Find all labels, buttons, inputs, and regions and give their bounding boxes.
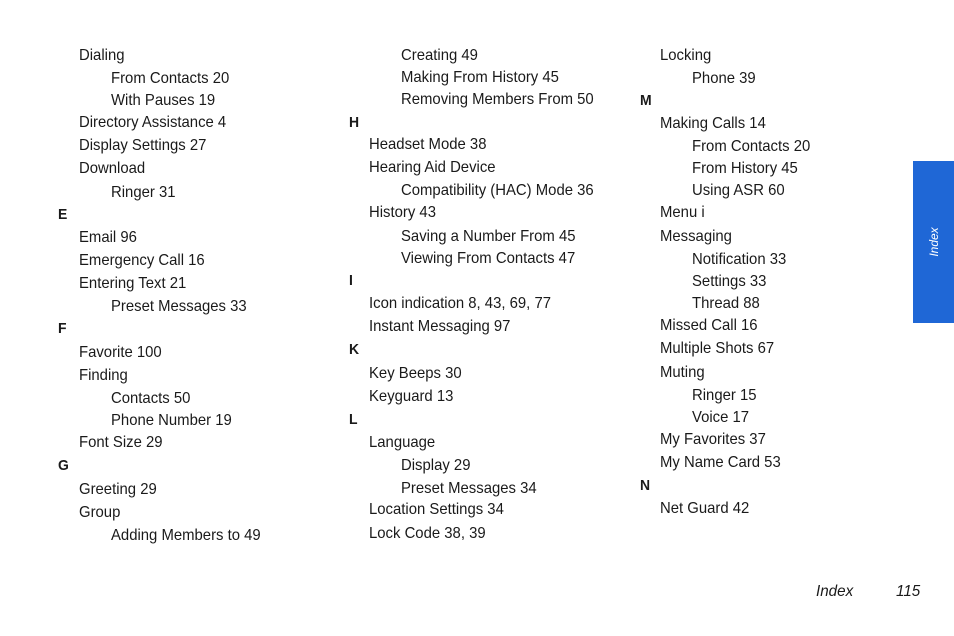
index-subentry: Contacts 50	[111, 390, 191, 407]
index-entry: Icon indication 8, 43, 69, 77	[369, 295, 552, 312]
index-letter-heading: G	[58, 457, 69, 474]
index-entry: Entering Text 21	[79, 275, 187, 292]
index-entry: Font Size 29	[79, 434, 163, 451]
index-entry: Locking	[660, 47, 712, 64]
index-subentry: Viewing From Contacts 47	[401, 250, 576, 267]
index-subentry: Saving a Number From 45	[401, 228, 576, 245]
index-subentry: Removing Members From 50	[401, 91, 594, 108]
index-entry: Missed Call 16	[660, 317, 758, 334]
index-subentry: Ringer 31	[111, 184, 176, 201]
index-entry: Display Settings 27	[79, 137, 207, 154]
index-entry: Messaging	[660, 228, 732, 245]
index-entry: Key Beeps 30	[369, 365, 462, 382]
index-letter-heading: M	[640, 92, 652, 109]
index-subentry: Using ASR 60	[692, 182, 785, 199]
index-subentry: From Contacts 20	[111, 70, 230, 87]
index-entry: Multiple Shots 67	[660, 340, 775, 357]
index-entry: Lock Code 38, 39	[369, 525, 486, 542]
index-entry: Greeting 29	[79, 481, 157, 498]
index-subentry: From Contacts 20	[692, 138, 811, 155]
index-entry: Menu i	[660, 204, 705, 221]
index-entry: Headset Mode 38	[369, 136, 487, 153]
index-subentry: Notification 33	[692, 251, 787, 268]
index-subentry: Preset Messages 33	[111, 298, 247, 315]
index-subentry: Thread 88	[692, 295, 760, 312]
index-entry: My Name Card 53	[660, 454, 781, 471]
index-entry: History 43	[369, 204, 436, 221]
index-subentry: Creating 49	[401, 47, 478, 64]
index-entry: Dialing	[79, 47, 125, 64]
index-entry: Email 96	[79, 229, 137, 246]
footer-section-title: Index	[816, 583, 854, 600]
index-subentry: Adding Members to 49	[111, 527, 261, 544]
index-subentry: Phone 39	[692, 70, 756, 87]
index-letter-heading: N	[640, 477, 651, 494]
index-entry: Net Guard 42	[660, 500, 750, 517]
index-entry: Group	[79, 504, 121, 521]
index-entry: Instant Messaging 97	[369, 318, 511, 335]
index-subentry: With Pauses 19	[111, 92, 216, 109]
index-entry: Muting	[660, 364, 705, 381]
index-entry: My Favorites 37	[660, 431, 766, 448]
index-entry: Directory Assistance 4	[79, 114, 227, 131]
index-letter-heading: K	[349, 341, 360, 358]
index-entry: Location Settings 34	[369, 501, 504, 518]
index-subentry: Settings 33	[692, 273, 767, 290]
index-subentry: Preset Messages 34	[401, 480, 537, 497]
index-subentry: Phone Number 19	[111, 412, 232, 429]
index-subentry: From History 45	[692, 160, 798, 177]
index-entry: Download	[79, 160, 146, 177]
index-entry: Keyguard 13	[369, 388, 454, 405]
index-subentry: Ringer 15	[692, 387, 757, 404]
index-entry: Emergency Call 16	[79, 252, 205, 269]
index-entry: Favorite 100	[79, 344, 162, 361]
index-side-tab	[913, 161, 954, 323]
index-subentry: Compatibility (HAC) Mode 36	[401, 182, 594, 199]
index-letter-heading: H	[349, 114, 360, 131]
index-entry: Hearing Aid Device	[369, 159, 496, 176]
side-tab-label: Index	[926, 227, 941, 257]
index-entry: Finding	[79, 367, 128, 384]
index-subentry: Voice 17	[692, 409, 750, 426]
index-letter-heading: F	[58, 320, 67, 337]
index-subentry: Making From History 45	[401, 69, 559, 86]
index-letter-heading: L	[349, 411, 358, 428]
footer-page-number: 115	[896, 583, 921, 600]
index-letter-heading: E	[58, 206, 68, 223]
index-subentry: Display 29	[401, 457, 471, 474]
index-entry: Language	[369, 434, 436, 451]
index-letter-heading: I	[349, 272, 353, 289]
index-entry: Making Calls 14	[660, 115, 766, 132]
